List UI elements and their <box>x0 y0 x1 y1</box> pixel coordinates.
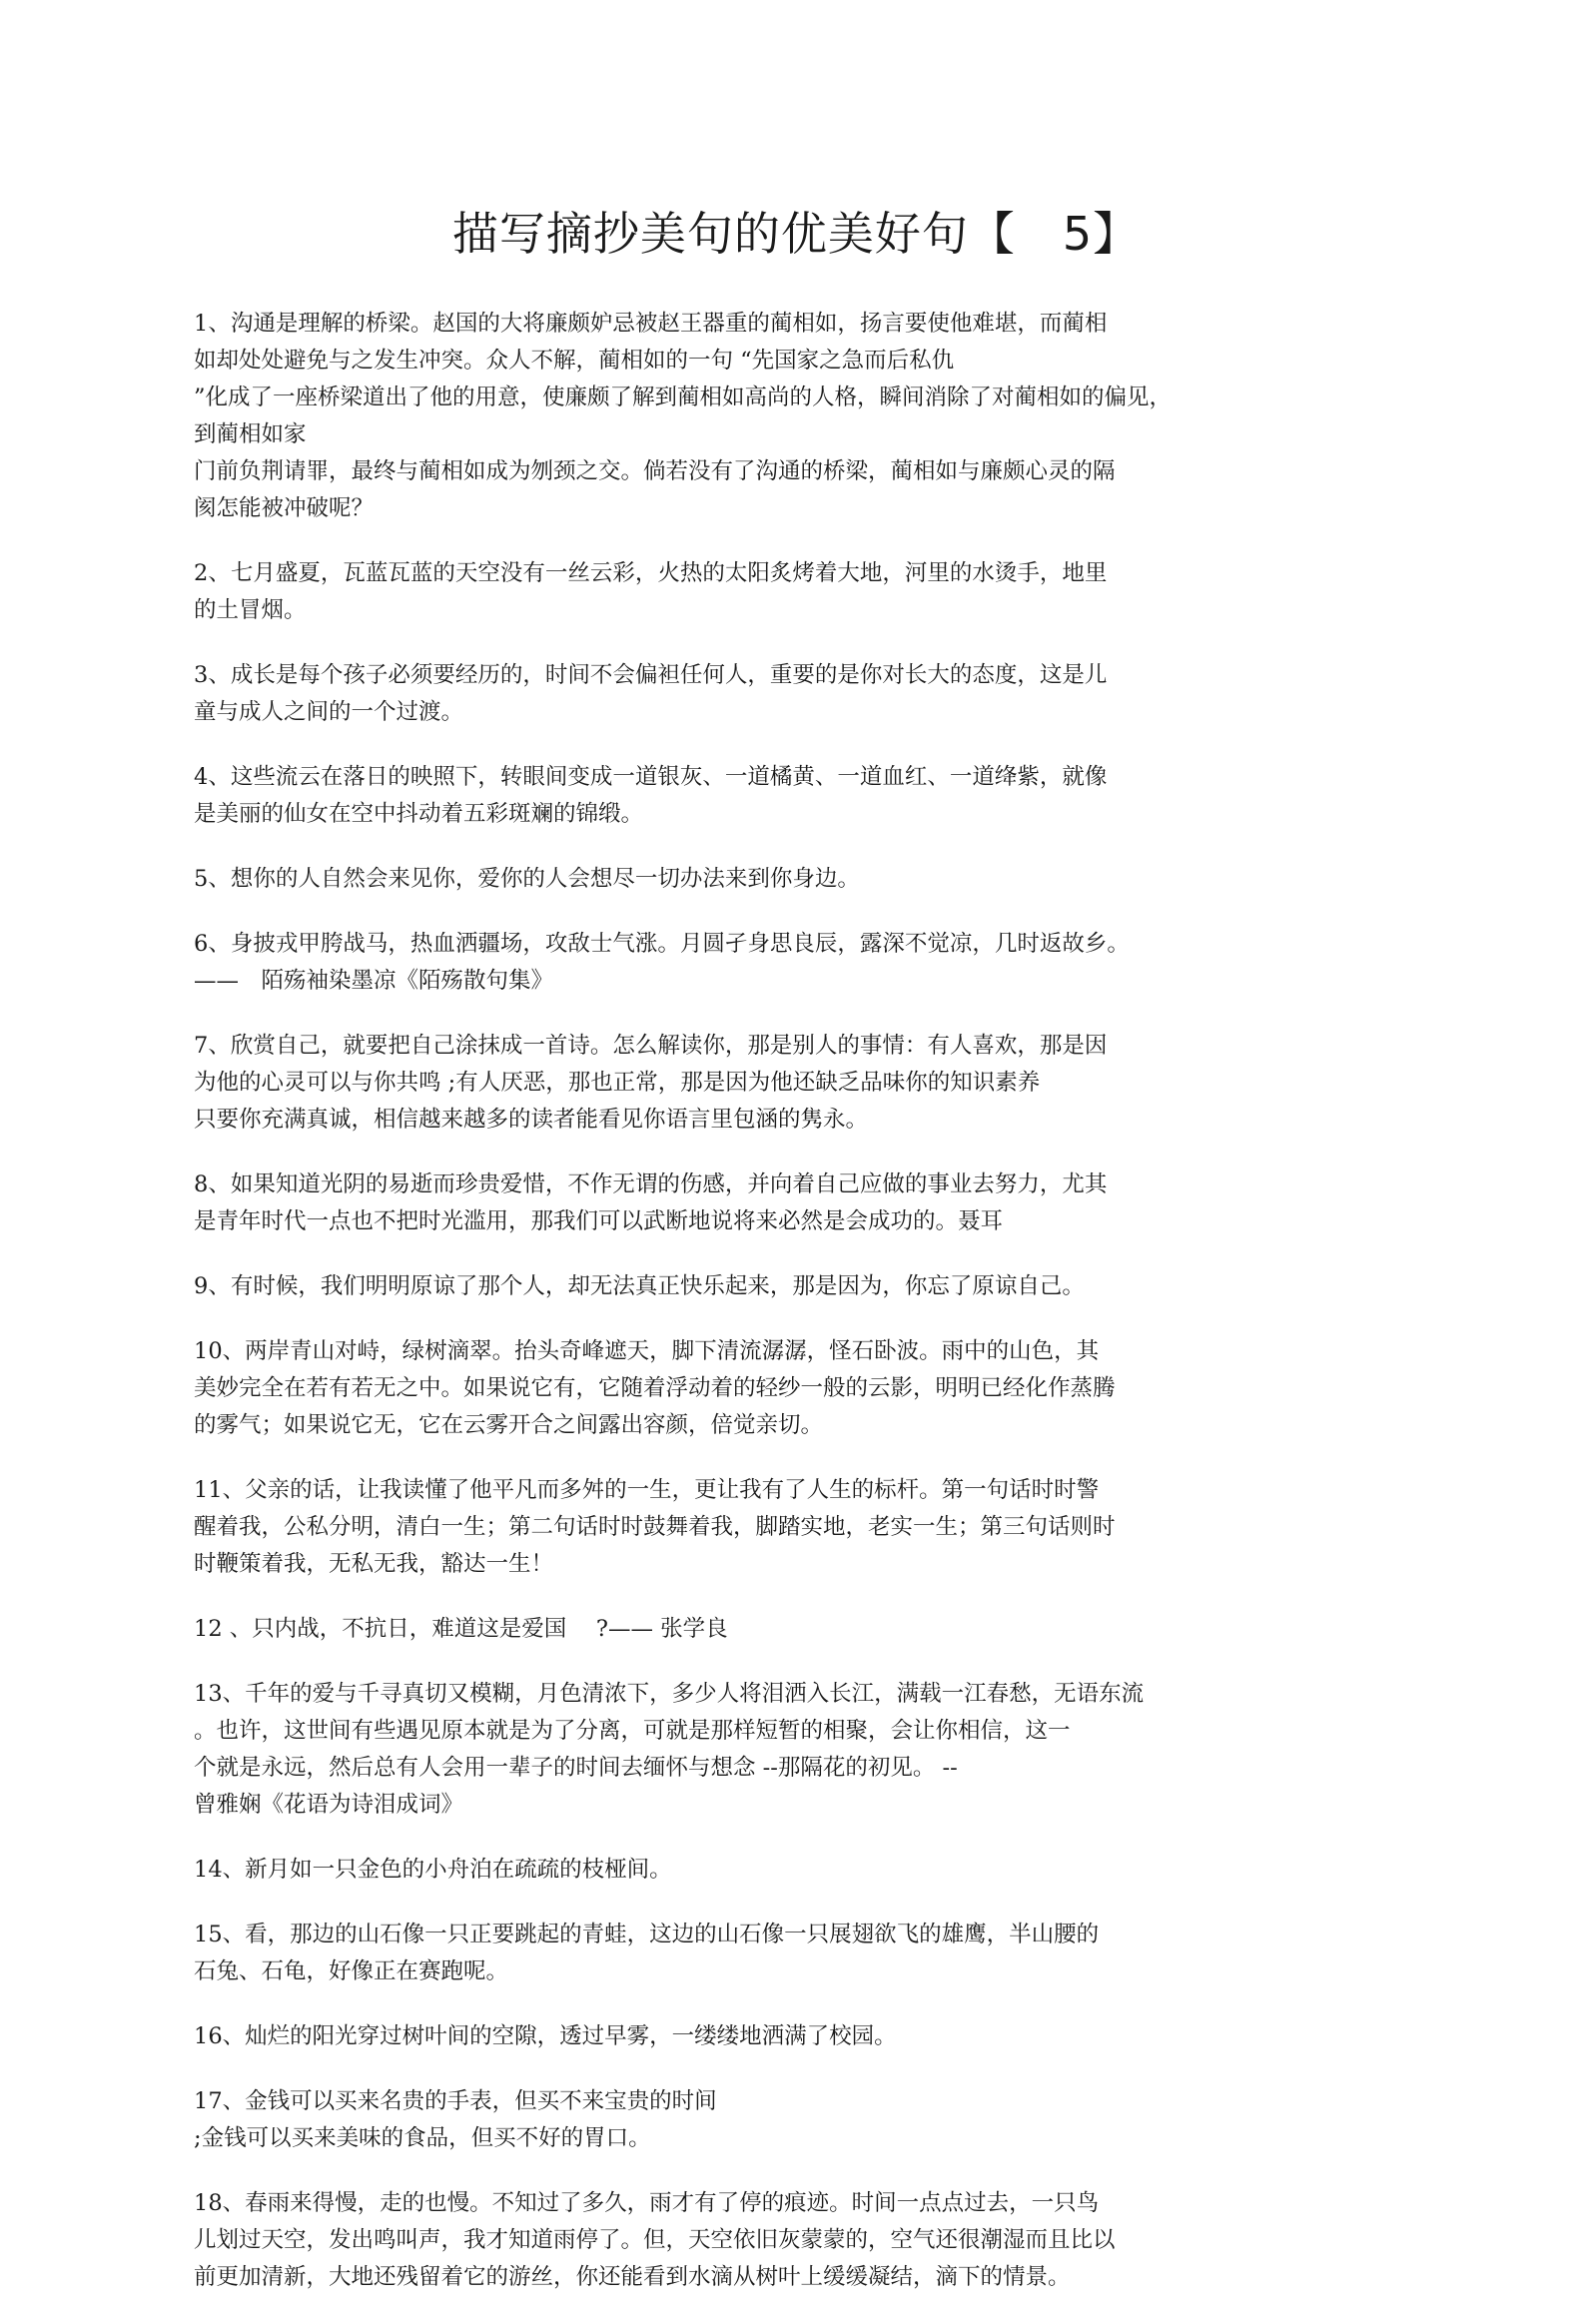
sentence-paragraph <box>194 2083 1412 2157</box>
text-line: 9、有时候，我们明明原谅了那个人，却无法真正快乐起来，那是因为，你忘了原谅自己。 <box>194 1273 1085 1299</box>
text-line: 11、父亲的话，让我读懂了他平凡而多舛的一生，更让我有了人生的标杆。第一句话时时警 <box>194 1477 1100 1503</box>
text-line: 前更加清新，大地还残留着它的游丝，你还能看到水滴从树叶上缓缓凝结，滴下的情景。 <box>194 2264 1071 2290</box>
text-line: 美妙完全在若有若无之中。如果说它有，它随着浮动着的轻纱一般的云影，明明已经化作蒸腾 <box>194 1375 1116 1401</box>
text-line: 12 、只内战，不抗日，难道这是爱国 ?—— 张学良 <box>194 1616 728 1642</box>
sentence-paragraph <box>194 2018 1412 2055</box>
text-line: 是美丽的仙女在空中抖动着五彩斑斓的锦缎。 <box>194 801 644 827</box>
sentence-paragraph <box>194 759 1412 833</box>
sentence-paragraph <box>194 1472 1412 1583</box>
text-line: 6、身披戎甲胯战马，热血洒疆场，攻敌士气涨。月圆孑身思良辰，露深不觉凉，几时返故乡。 <box>194 931 1130 957</box>
sentence-paragraph <box>194 1028 1412 1139</box>
text-line: 17、金钱可以买来名贵的手表，但买不来宝贵的时间 <box>194 2088 717 2114</box>
text-line: 为他的心灵可以与你共鸣 ;有人厌恶，那也正常，那是因为他还缺乏品味你的知识素养 <box>194 1070 1041 1096</box>
text-line: 4、这些流云在落日的映照下，转眼间变成一道银灰、一道橘黄、一道血红、一道绛紫，就像 <box>194 764 1108 790</box>
sentence-paragraph <box>194 1852 1412 1889</box>
text-line: 15、看，那边的山石像一只正要跳起的青蛙，这边的山石像一只展翅欲飞的雄鹰，半山腰的 <box>194 1922 1100 1947</box>
text-line: 如却处处避免与之发生冲突。众人不解，蔺相如的一句 “先国家之急而后私仇 <box>194 348 955 374</box>
text-line: 醒着我，公私分明，清白一生；第二句话时时鼓舞着我，脚踏实地，老实一生；第三句话则时 <box>194 1514 1116 1540</box>
text-line: 2、七月盛夏，瓦蓝瓦蓝的天空没有一丝云彩，火热的太阳炙烤着大地，河里的水烫手，地里 <box>194 560 1108 586</box>
text-line: 5、想你的人自然会来见你，爱你的人会想尽一切办法来到你身边。 <box>194 866 860 892</box>
text-line: 1、沟通是理解的桥梁。赵国的大将廉颇妒忌被赵王器重的蔺相如，扬言要使他难堪，而蔺相 <box>194 311 1108 337</box>
sentence-paragraph <box>194 2185 1412 2296</box>
sentence-paragraph <box>194 1333 1412 1444</box>
text-line: 儿划过天空，发出鸣叫声，我才知道雨停了。但，天空依旧灰蒙蒙的，空气还很潮湿而且比以 <box>194 2227 1116 2253</box>
text-line: 的土冒烟。 <box>194 597 307 623</box>
text-line: 10、两岸青山对峙，绿树滴翠。抬头奇峰遮天，脚下清流潺潺，怪石卧波。雨中的山色，其 <box>194 1338 1100 1364</box>
text-line: 曾雅娴《花语为诗泪成词》 <box>194 1792 464 1818</box>
sentence-paragraph <box>194 555 1412 629</box>
text-line: 16、灿烂的阳光穿过树叶间的空隙，透过早雾，一缕缕地洒满了校园。 <box>194 2023 897 2049</box>
text-line: 门前负荆请罪，最终与蔺相如成为刎颈之交。倘若没有了沟通的桥梁，蔺相如与廉颇心灵的隔 <box>194 458 1116 484</box>
text-line: 石兔、石龟，好像正在赛跑呢。 <box>194 1958 509 1984</box>
text-line: 只要你充满真诚，相信越来越多的读者能看见你语言里包涵的隽永。 <box>194 1107 869 1133</box>
page-title: 描写摘抄美句的优美好句【 5】 <box>451 207 1141 261</box>
text-line: 3、成长是每个孩子必须要经历的，时间不会偏袒任何人，重要的是你对长大的态度，这是儿 <box>194 662 1108 688</box>
sentence-paragraph <box>194 1166 1412 1240</box>
text-line: ;金钱可以买来美味的食品，但买不好的胃口。 <box>194 2125 651 2151</box>
sentence-paragraph <box>194 657 1412 731</box>
text-line: 个就是永远，然后总有人会用一辈子的时间去缅怀与想念 --那隔花的初见。 -- <box>194 1755 958 1781</box>
text-line: 8、如果知道光阴的易逝而珍贵爱惜，不作无谓的伤感，并向着自己应做的事业去努力，尤其 <box>194 1171 1108 1197</box>
text-line: ”化成了一座桥梁道出了他的用意，使廉颇了解到蔺相如高尚的人格，瞬间消除了对蔺相如的偏见， <box>194 385 1173 410</box>
document-body <box>194 306 1412 2324</box>
text-line: 18、春雨来得慢，走的也慢。不知过了多久，雨才有了停的痕迹。时间一点点过去，一只鸟 <box>194 2190 1100 2216</box>
text-line: 阂怎能被冲破呢？ <box>194 495 375 521</box>
text-line: 时鞭策着我，无私无我，豁达一生！ <box>194 1551 554 1577</box>
text-line: 童与成人之间的一个过渡。 <box>194 699 464 725</box>
text-line: 14、新月如一只金色的小舟泊在疏疏的枝桠间。 <box>194 1857 672 1883</box>
sentence-paragraph <box>194 926 1412 1000</box>
text-line: 7、欣赏自己，就要把自己涂抹成一首诗。怎么解读你，那是别人的事情：有人喜欢，那是因 <box>194 1033 1108 1059</box>
text-line: 13、千年的爱与千寻真切又模糊，月色清浓下，多少人将泪洒入长江，满载一江春愁，无语东流 <box>194 1681 1145 1707</box>
sentence-paragraph <box>194 1676 1412 1824</box>
text-line: —— 陌殇袖染墨凉《陌殇散句集》 <box>194 968 554 994</box>
sentence-paragraph <box>194 1268 1412 1305</box>
sentence-paragraph <box>194 861 1412 898</box>
sentence-paragraph <box>194 306 1412 527</box>
text-line: 是青年时代一点也不把时光滥用，那我们可以武断地说将来必然是会成功的。聂耳 <box>194 1208 1004 1234</box>
sentence-paragraph <box>194 1611 1412 1648</box>
text-line: 的雾气；如果说它无，它在云雾开合之间露出容颜，倍觉亲切。 <box>194 1412 824 1438</box>
text-line: 。也许，这世间有些遇见原本就是为了分离，可就是那样短暂的相聚，会让你相信，这一 <box>194 1718 1071 1744</box>
text-line: 到蔺相如家 <box>194 421 307 447</box>
sentence-paragraph <box>194 1917 1412 1990</box>
